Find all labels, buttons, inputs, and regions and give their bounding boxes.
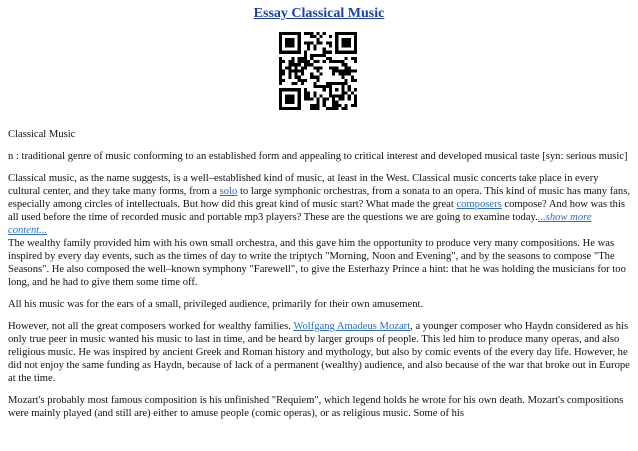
show-more-link[interactable]: ...show more content...: [8, 212, 592, 236]
title-link[interactable]: Essay Classical Music: [253, 6, 385, 21]
article-body: [8, 128, 630, 429]
intro-text-c: compose? And how was this all used before the time of recorded music and portable mp3 players? These are the questions we are going to examine today.: [8, 199, 626, 223]
paragraph-haydn: The wealthy family provided him with his own small orchestra, and this gave him the opportunity to produce very many compositions. He was inspired by every day events, such as the times of day to write the triptych "Morning, Noon and Evening", and by the seasons to compose "The Seasons". He also composed the well–known symphony "Farewell", to give the Esterhazy Prince a hint: that he was holding the musicians for too long, and he had to give them some time off.: [8, 238, 626, 288]
paragraph-requiem: Mozart's probably most famous composition is his unfinished "Requiem", which legend holds he wrote for his own death. Mozart's compositions were mainly played (and still are) either to amuse people (comic operas), or as religious music. Some of his: [8, 395, 624, 419]
intro-text-a: Classical music, as the name suggests, is a well–established kind of music, at least in the West. Classical music concerts take place in every cultural center, and they take many forms, from a: [8, 173, 599, 197]
paragraph-mozart: [8, 320, 630, 385]
page-title: [0, 6, 638, 22]
intro-text-b: to large symphonic orchestras, from a sonata to an opera. This kind of music has many fans, especially among circles of intellectuals. But how did this great kind of music start? What made the great: [8, 186, 631, 210]
definition-text: n : traditional genre of music conforming to an established form and appealing to critical interest and developed musical taste [syn: serious music]: [8, 151, 628, 162]
qr-code-icon: [279, 32, 357, 110]
paragraph-intro: [8, 172, 630, 237]
composers-link[interactable]: composers: [456, 199, 502, 210]
article-heading: Classical Music: [8, 129, 76, 140]
solo-link[interactable]: solo: [219, 186, 238, 197]
mozart-text-a: However, not all the great composers worked for wealthy families.: [8, 321, 294, 332]
mozart-link[interactable]: Wolfgang Amadeus Mozart: [293, 321, 411, 332]
mozart-text-b: , a younger composer who Haydn considered as his only true peer in music wanted his music to last in time, and be heard by larger groups of people. This led him to produce many operas, and also religious music. He was inspired by ancient Greek and Roman history and mythology, but also by comic events of the every day life. However, he did not enjoy the same funding as Haydn, because of lack of a permanent (wealthy) audience, and also because of the war that broke out in Europe at the time.: [8, 321, 630, 384]
paragraph-audience: All his music was for the ears of a small, privileged audience, primarily for their own amusement.: [8, 299, 424, 310]
